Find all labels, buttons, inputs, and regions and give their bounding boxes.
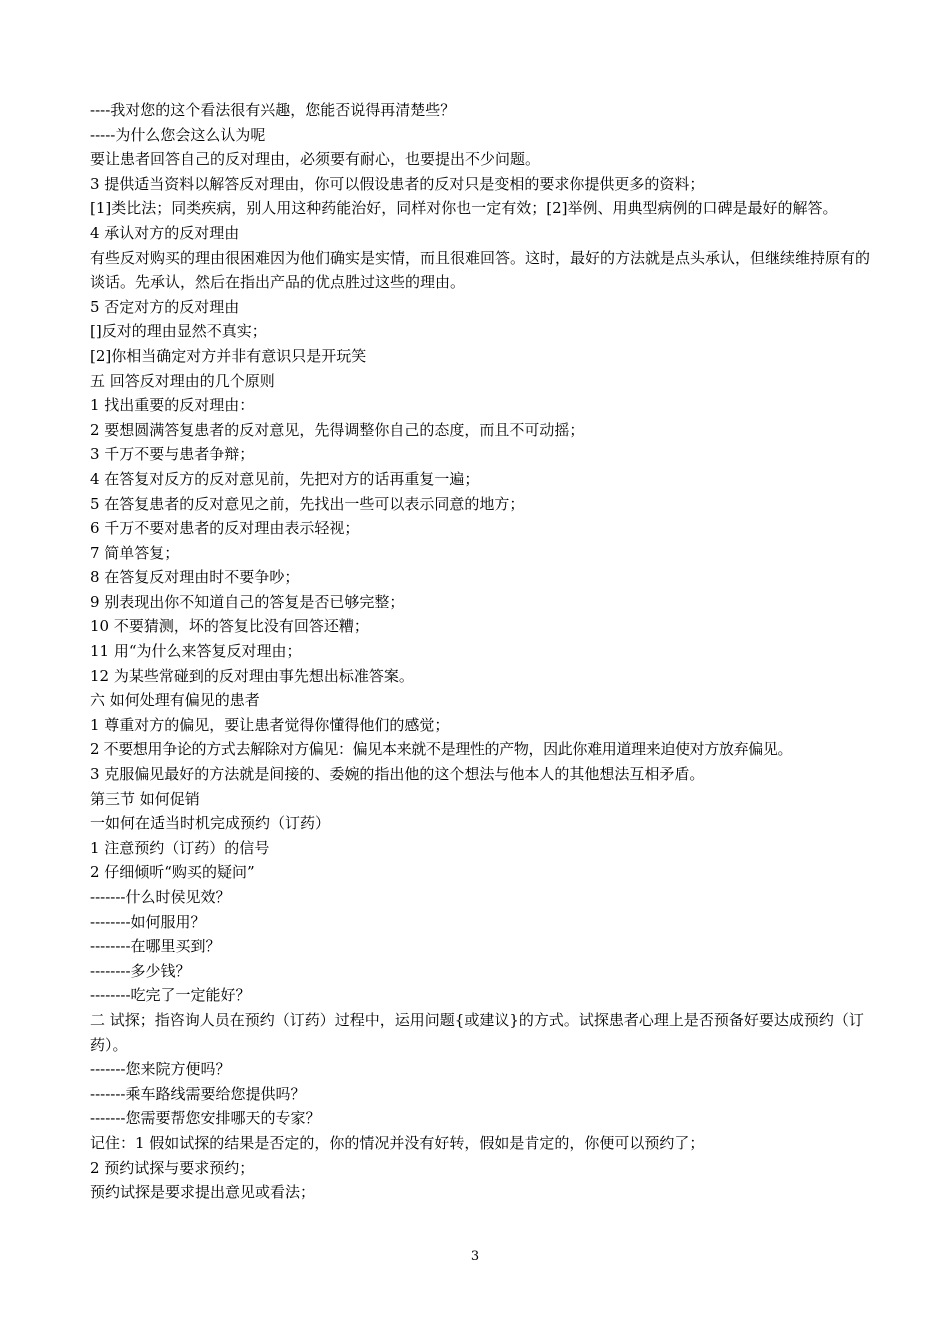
- text-line: 2 预约试探与要求预约；: [90, 1158, 255, 1177]
- list-item: 7 简单答复；: [90, 543, 180, 562]
- text-line: []反对的理由显然不真实；: [90, 322, 267, 341]
- text-paragraph: 有些反对购买的理由很困难因为他们确实是实情，而且很难回答。这时，最好的方法就是点头承认，但继续维持原有的谈话。先承认，然后在指出产品的优点胜过这些的理由。: [90, 248, 871, 292]
- list-item: 10 不要猜测，坏的答复比没有回答还糟；: [90, 617, 369, 636]
- text-line: -----为什么您会这么认为呢: [90, 125, 266, 144]
- list-item: 2 仔细倾听“购买的疑问”: [90, 863, 255, 882]
- list-item: 5 在答复患者的反对意见之前，先找出一些可以表示同意的地方；: [90, 494, 525, 513]
- list-item: 6 千万不要对患者的反对理由表示轻视；: [90, 519, 360, 538]
- list-item: 3 克服偏见最好的方法就是间接的、委婉的指出他的这个想法与他本人的其他想法互相矛盾。: [90, 765, 705, 784]
- section-heading: 五 回答反对理由的几个原则: [90, 371, 275, 390]
- text-line: 记住：1 假如试探的结果是否定的，你的情况并没有好转，假如是肯定的，你便可以预约了；: [90, 1133, 705, 1152]
- text-line: --------在哪里买到？: [90, 937, 221, 956]
- list-item: 8 在答复反对理由时不要争吵；: [90, 568, 300, 587]
- list-item: 2 要想圆满答复患者的反对意见，先得调整你自己的态度，而且不可动摇；: [90, 420, 585, 439]
- section-heading: 4 承认对方的反对理由: [90, 223, 240, 242]
- list-item: 4 在答复对反方的反对意见前，先把对方的话再重复一遍；: [90, 469, 480, 488]
- text-line: -------乘车路线需要给您提供吗？: [90, 1084, 306, 1103]
- text-paragraph: [1]类比法；同类疾病，别人用这种药能治好，同样对你也一定有效；[2]举例、用典型病例的口碑是最好的解答。: [90, 199, 838, 218]
- text-line: [2]你相当确定对方并非有意识只是开玩笑: [90, 346, 367, 365]
- list-item: 1 尊重对方的偏见，要让患者觉得你懂得他们的感觉；: [90, 715, 450, 734]
- section-heading: 5 否定对方的反对理由: [90, 297, 240, 316]
- text-line: --------如何服用？: [90, 912, 206, 931]
- text-line: -------您需要帮您安排哪天的专家？: [90, 1109, 321, 1128]
- text-paragraph: 二 试探；指咨询人员在预约（订药）过程中，运用问题{或建议}的方式。试探患者心理上是否预备好要达成预约（订药）。: [90, 1010, 864, 1054]
- list-item: 1 找出重要的反对理由：: [90, 396, 255, 415]
- text-line: ----我对您的这个看法很有兴趣，您能否说得再清楚些？: [90, 101, 456, 119]
- text-line: --------多少钱？: [90, 961, 191, 980]
- list-item: 3 千万不要与患者争辩；: [90, 445, 255, 464]
- page-number: 3: [470, 1249, 480, 1264]
- list-item: 2 不要想用争论的方式去解除对方偏见：偏见本来就不是理性的产物，因此你难用道理来迫使对方放弃偏见。: [90, 740, 793, 759]
- text-line: -------您来院方便吗？: [90, 1060, 231, 1079]
- document-body: [90, 98, 870, 1205]
- text-line: 预约试探是要求提出意见或看法；: [90, 1183, 316, 1202]
- text-line: -------什么时侯见效？: [90, 888, 231, 906]
- list-item: 11 用“为什么来答复反对理由；: [90, 642, 302, 661]
- section-heading: 一如何在适当时机完成预约（订药）: [90, 814, 331, 833]
- list-item: 12 为某些常碰到的反对理由事先想出标准答案。: [90, 666, 414, 685]
- text-line: 3 提供适当资料以解答反对理由，你可以假设患者的反对只是变相的要求你提供更多的资料；: [90, 174, 705, 193]
- list-item: 9 别表现出你不知道自己的答复是否已够完整；: [90, 592, 405, 611]
- list-item: 1 注意预约（订药）的信号: [90, 838, 270, 857]
- text-line: 要让患者回答自己的反对理由，必须要有耐心，也要提出不少问题。: [90, 150, 541, 169]
- text-line: --------吃完了一定能好？: [90, 986, 251, 1005]
- section-heading: 第三节 如何促销: [90, 789, 200, 808]
- section-heading: 六 如何处理有偏见的患者: [90, 691, 260, 710]
